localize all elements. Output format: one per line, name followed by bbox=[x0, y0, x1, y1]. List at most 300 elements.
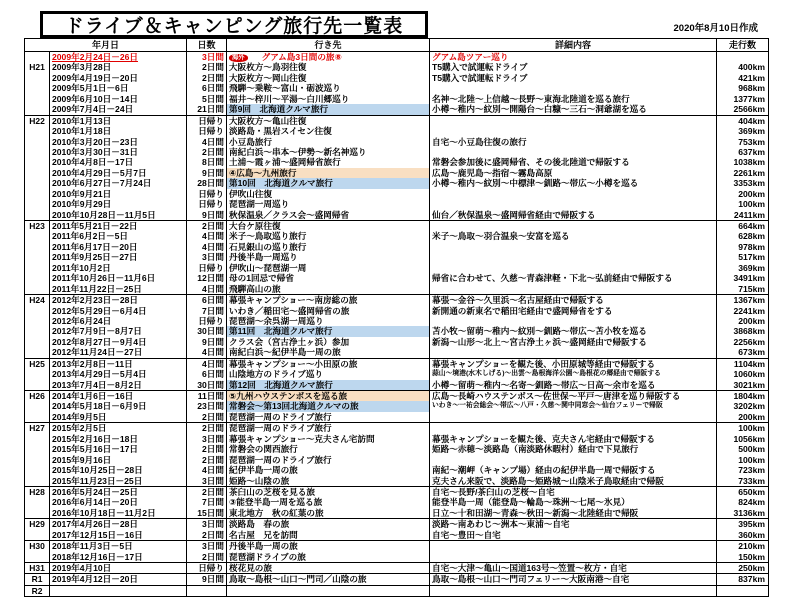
destination-cell: 大台ケ原往復 bbox=[227, 221, 430, 231]
destination-cell: 第10回 北海道クルマ旅行 bbox=[227, 178, 430, 188]
date-cell: 2011年10月2日 bbox=[50, 263, 187, 273]
column-header-date: 年月日 bbox=[25, 39, 187, 51]
days-cell: 日帰り bbox=[187, 263, 227, 273]
destination-cell: 幕張キャンプショー～小田原の旅 bbox=[227, 359, 430, 369]
table-row bbox=[50, 263, 768, 273]
destination-cell: 秋保温泉／クラス会～盛岡帰省 bbox=[227, 210, 430, 220]
days-cell: 4日間 bbox=[187, 465, 227, 475]
destination-cell: 東北地方 秋の紅葉の旅 bbox=[227, 508, 430, 518]
table-row bbox=[50, 476, 768, 486]
distance-cell: 404km bbox=[738, 115, 765, 126]
date-cell: 2018年11月3日－5日 bbox=[50, 541, 187, 551]
date-cell: 2016年5月24日－25日 bbox=[50, 487, 187, 497]
date-cell: 2009年2月24日－26日 bbox=[50, 52, 187, 62]
details-cell bbox=[430, 126, 717, 136]
era-group-rows bbox=[50, 586, 768, 596]
days-cell: 11日間 bbox=[187, 391, 227, 401]
date-cell: 2015年9月16日 bbox=[50, 455, 187, 465]
details-cell bbox=[430, 347, 717, 357]
era-label: H31 bbox=[25, 563, 50, 573]
destination-cell: 伊吹山往復 bbox=[227, 189, 430, 199]
details-cell: 広島～鹿児島～指宿～霧島高原 bbox=[430, 168, 717, 178]
destination-cell: クラス会（宮古浄土ヶ浜）参加 bbox=[227, 337, 430, 347]
distance-cell: 715km bbox=[738, 283, 765, 294]
destination-cell: 山陰地方のドライブ巡り bbox=[227, 369, 430, 379]
table-row bbox=[50, 221, 768, 231]
date-cell: 2011年6月17日－20日 bbox=[50, 242, 187, 252]
table-row bbox=[50, 178, 768, 188]
era-group bbox=[25, 486, 768, 518]
days-cell: 9日間 bbox=[187, 210, 227, 220]
days-cell: 3日間 bbox=[187, 541, 227, 551]
era-group bbox=[25, 422, 768, 486]
era-group-rows bbox=[50, 487, 768, 518]
table-row bbox=[50, 73, 768, 83]
destination-cell: 大阪枚方～鳥羽往復 bbox=[227, 62, 430, 72]
days-cell: 3日間 bbox=[187, 252, 227, 262]
destination-cell: 紀伊半島一周の旅 bbox=[227, 465, 430, 475]
days-cell: 9日間 bbox=[187, 574, 227, 584]
details-cell bbox=[430, 242, 717, 252]
distance-cell: 400km bbox=[738, 62, 765, 73]
date-cell: 2011年10月26日－11月6日 bbox=[50, 273, 187, 283]
era-label: H28 bbox=[25, 487, 50, 518]
table-row bbox=[50, 574, 768, 584]
days-cell: 4日間 bbox=[187, 359, 227, 369]
era-group-rows bbox=[50, 519, 768, 540]
table-row bbox=[50, 137, 768, 147]
date-cell: 2012年6月24日 bbox=[50, 316, 187, 326]
era-group bbox=[25, 540, 768, 562]
distance-cell: 2261km bbox=[733, 167, 765, 178]
details-cell: 自宅～長野/茶臼山の芝桜～自宅 bbox=[430, 487, 717, 497]
distance-cell: 2411km bbox=[733, 209, 765, 220]
table-row bbox=[50, 189, 768, 199]
distance-cell: 210km bbox=[738, 541, 765, 552]
details-cell: 小樽～稚内～紋別～開陽台～白糠～三石～洞爺湖を巡る bbox=[430, 104, 717, 114]
distance-cell: 978km bbox=[738, 241, 765, 252]
destination-cell: 第9回 北海道クルマ旅行 bbox=[227, 104, 430, 114]
column-header-distance: 走行数 bbox=[728, 40, 756, 50]
destination-cell: 第12回 北海道クルマ旅行 bbox=[227, 380, 430, 390]
era-group bbox=[25, 585, 768, 596]
era-label: H30 bbox=[25, 541, 50, 562]
table-row bbox=[50, 306, 768, 316]
details-cell: 米子～鳥取～羽合温泉～安富を巡る bbox=[430, 231, 717, 241]
destination-cell: 大阪枚方～亀山往復 bbox=[227, 116, 430, 126]
distance-cell: 1038km bbox=[733, 157, 765, 168]
destination-cell: 常磐会～第13回北海道クルマの旅 bbox=[227, 401, 430, 411]
distance-cell: 2241km bbox=[733, 305, 765, 316]
destination-cell: 鳥取～島根～山口～門司／山陰の旅 bbox=[227, 574, 430, 584]
table-row bbox=[50, 497, 768, 507]
details-cell: 新開通の新東名で稲田宅経由で盛岡帰省をする bbox=[430, 306, 717, 316]
table-row bbox=[50, 487, 768, 497]
destination-cell: 土浦～霞ヶ浦～盛岡帰省旅行 bbox=[227, 157, 430, 167]
era-group-rows bbox=[50, 574, 768, 584]
distance-cell: 1377km bbox=[733, 93, 765, 104]
table-row bbox=[50, 126, 768, 136]
details-cell: 広島～長崎ハウステンボス～佐世保～平戸～唐津を巡り帰阪する bbox=[430, 391, 717, 401]
date-cell: 2012年7月9日－8月7日 bbox=[50, 326, 187, 336]
details-cell bbox=[430, 189, 717, 199]
distance-cell: 200km bbox=[738, 188, 765, 199]
date-cell: 2015年10月25日－28日 bbox=[50, 465, 187, 475]
details-cell bbox=[430, 252, 717, 262]
destination-cell: いわき／稲田宅～盛岡帰省の旅 bbox=[227, 306, 430, 316]
destination-cell: 丹後半島一周巡り bbox=[227, 252, 430, 262]
distance-cell: 723km bbox=[738, 465, 765, 476]
table-row bbox=[50, 380, 768, 390]
date-cell: 2009年7月4日－24日 bbox=[50, 104, 187, 114]
destination-cell: 姫路～山陰の旅 bbox=[227, 476, 430, 486]
date-cell: 2017年12月15日－16日 bbox=[50, 530, 187, 540]
distance-cell: 369km bbox=[738, 126, 765, 137]
days-cell: 3日間 bbox=[187, 52, 227, 62]
distance-cell: 673km bbox=[738, 347, 765, 358]
date-cell: 2010年9月21日 bbox=[50, 189, 187, 199]
table-row bbox=[50, 83, 768, 93]
date-cell: 2010年4月29日－5月7日 bbox=[50, 168, 187, 178]
date-cell: 2016年6月14日－20日 bbox=[50, 497, 187, 507]
details-cell: 小樽～留萌～稚内～名寄～釧路～帯広～日高～余市を巡る bbox=[430, 380, 717, 390]
days-cell: 6日間 bbox=[187, 295, 227, 305]
table-row bbox=[50, 563, 768, 573]
days-cell: 2日間 bbox=[187, 423, 227, 433]
destination-cell: 琵琶湖一周のドライブ旅行 bbox=[227, 423, 430, 433]
destination-cell: 飛騨高山の旅 bbox=[227, 284, 430, 294]
details-cell bbox=[430, 455, 717, 465]
destination-cell: 琵琶湖～余呉湖一周巡り bbox=[227, 316, 430, 326]
destination-cell: 石見銀山の巡り旅行 bbox=[227, 242, 430, 252]
destination-cell: 大阪枚方～岡山往復 bbox=[227, 73, 430, 83]
table-row bbox=[50, 412, 768, 422]
days-cell: 4日間 bbox=[187, 347, 227, 357]
table-row bbox=[50, 242, 768, 252]
era-label: R1 bbox=[25, 574, 50, 584]
destination-cell: 南紀白浜～串本～伊勢～新名神巡り bbox=[227, 147, 430, 157]
days-cell: 4日間 bbox=[187, 284, 227, 294]
distance-cell: 664km bbox=[738, 221, 765, 231]
distance-cell: 824km bbox=[738, 497, 765, 508]
days-cell: 4日間 bbox=[187, 137, 227, 147]
era-group-rows bbox=[50, 52, 768, 115]
details-cell: 克夫さん来阪で、淡路島～姫路城～山陰米子鳥取経由で帰阪 bbox=[430, 476, 717, 486]
table-row bbox=[50, 210, 768, 220]
table-row bbox=[50, 94, 768, 104]
destination-cell: 琵琶湖一周巡り bbox=[227, 199, 430, 209]
table-body bbox=[25, 52, 768, 596]
era-group bbox=[25, 52, 768, 115]
date-cell: 2009年4月19日－20日 bbox=[50, 73, 187, 83]
details-cell bbox=[430, 412, 717, 422]
details-cell: 自宅～大津～亀山～国道163号～笠置～枚方・自宅 bbox=[430, 563, 717, 573]
era-group bbox=[25, 518, 768, 540]
era-label: H29 bbox=[25, 519, 50, 540]
era-group bbox=[25, 573, 768, 584]
details-cell: いわき～一祐会総会～帯広～八戸・久慈～関中同窓会～仙台フェリーで帰阪 bbox=[430, 401, 717, 411]
era-group-rows bbox=[50, 391, 768, 422]
table-row bbox=[50, 347, 768, 357]
table-row bbox=[50, 508, 768, 518]
era-group bbox=[25, 562, 768, 573]
table-row bbox=[50, 326, 768, 336]
details-cell bbox=[430, 83, 717, 93]
column-header-days: 日数 bbox=[187, 39, 227, 51]
days-cell: 30日間 bbox=[187, 326, 227, 336]
days-cell: 2日間 bbox=[187, 552, 227, 562]
table-row bbox=[50, 586, 768, 596]
destination-cell: 南紀白浜～紀伊半島一周の旅 bbox=[227, 347, 430, 357]
days-cell: 23日間 bbox=[187, 401, 227, 411]
date-cell: 2015年11月23日－25日 bbox=[50, 476, 187, 486]
days-cell: 日帰り bbox=[187, 563, 227, 573]
days-cell: 30日間 bbox=[187, 380, 227, 390]
details-cell bbox=[430, 316, 717, 326]
distance-cell: 3491km bbox=[733, 273, 765, 284]
table-row bbox=[50, 337, 768, 347]
distance-cell: 3202km bbox=[733, 401, 765, 412]
days-cell: 5日間 bbox=[187, 94, 227, 104]
era-label: H26 bbox=[25, 391, 50, 422]
date-cell: 2014年1月6日－16日 bbox=[50, 391, 187, 401]
days-cell: 日帰り bbox=[187, 189, 227, 199]
days-cell: 6日間 bbox=[187, 83, 227, 93]
table-row bbox=[50, 465, 768, 475]
date-cell bbox=[50, 586, 187, 596]
created-date: 2020年8月10日作成 bbox=[673, 23, 758, 34]
distance-cell: 2566km bbox=[733, 104, 765, 115]
era-group-rows bbox=[50, 295, 768, 358]
table-row bbox=[50, 168, 768, 178]
details-cell: T5購入で試運転ドライブ bbox=[430, 73, 717, 83]
distance-cell bbox=[717, 586, 768, 596]
details-cell: グアム島ツアー巡り bbox=[430, 52, 717, 62]
days-cell: 3日間 bbox=[187, 434, 227, 444]
destination-cell: 幕張キャンプショー～南房総の旅 bbox=[227, 295, 430, 305]
distance-cell: 395km bbox=[738, 519, 765, 530]
distance-cell: 837km bbox=[738, 574, 765, 585]
date-cell: 2012年8月27日－9月4日 bbox=[50, 337, 187, 347]
date-cell: 2012年11月24日－27日 bbox=[50, 347, 187, 357]
days-cell: 2日間 bbox=[187, 221, 227, 231]
destination-cell: 海外 グアム島3日間の旅⑧ bbox=[227, 52, 430, 62]
date-cell: 2009年6月10日－14日 bbox=[50, 94, 187, 104]
days-cell: 3日間 bbox=[187, 519, 227, 529]
table-row bbox=[50, 444, 768, 454]
details-cell bbox=[430, 423, 717, 433]
destination-cell: 幕張キャンプショー～克夫さん宅訪問 bbox=[227, 434, 430, 444]
date-cell: 2019年4月12日－20日 bbox=[50, 574, 187, 584]
date-cell: 2015年2月5日 bbox=[50, 423, 187, 433]
details-cell: 蒜山～境港(水木しげる)～出雲～島根海洋公園～島根花の郷経由で帰阪する bbox=[430, 369, 717, 379]
table-row bbox=[50, 295, 768, 305]
days-cell: 7日間 bbox=[187, 306, 227, 316]
table-row bbox=[50, 423, 768, 433]
details-cell: 日立～十和田湖～青森～秋田～新潟～北陸経由で帰阪 bbox=[430, 508, 717, 518]
date-cell: 2016年10月18日－11月2日 bbox=[50, 508, 187, 518]
table-row bbox=[50, 369, 768, 379]
distance-cell: 150km bbox=[738, 551, 765, 562]
days-cell: 9日間 bbox=[187, 168, 227, 178]
table-row bbox=[50, 116, 768, 126]
distance-cell: 3136km bbox=[733, 507, 765, 518]
date-cell: 2014年5月18日－6月9日 bbox=[50, 401, 187, 411]
column-header-destination: 行き先 bbox=[227, 39, 430, 51]
details-cell: 自宅～小豆島往復の旅行 bbox=[430, 137, 717, 147]
date-cell: 2019年4月10日 bbox=[50, 563, 187, 573]
details-cell: 幕張キャンプショーを観た後、克夫さん宅経由で帰阪する bbox=[430, 434, 717, 444]
details-cell: 姫路～赤穂～淡路島（南淡路休暇村）経由で下見旅行 bbox=[430, 444, 717, 454]
distance-cell: 369km bbox=[738, 262, 765, 273]
destination-cell: 常磐会の関西旅行 bbox=[227, 444, 430, 454]
destination-cell: ⑤九州ハウステンボスを巡る旅 bbox=[227, 391, 430, 401]
destination-cell: 琵琶湖一周のドライブ旅行 bbox=[227, 455, 430, 465]
table-row bbox=[50, 273, 768, 283]
days-cell: 2日間 bbox=[187, 444, 227, 454]
table-row bbox=[50, 52, 768, 62]
travel-table bbox=[24, 38, 769, 597]
details-cell bbox=[430, 552, 717, 562]
details-cell bbox=[430, 284, 717, 294]
era-group bbox=[25, 220, 768, 294]
details-cell: 新潟～山形～北上～宮古浄土ヶ浜～盛岡経由で帰阪する bbox=[430, 337, 717, 347]
destination-cell bbox=[227, 586, 430, 596]
table-row bbox=[50, 401, 768, 411]
date-cell: 2010年9月29日 bbox=[50, 199, 187, 209]
details-cell: 苫小牧～留萌～稚内～紋別～釧路～帯広～苫小牧を巡る bbox=[430, 326, 717, 336]
distance-cell: 628km bbox=[738, 231, 765, 242]
destination-cell: 伊吹山～琵琶湖一周 bbox=[227, 263, 430, 273]
table-row bbox=[50, 104, 768, 114]
days-cell: 6日間 bbox=[187, 369, 227, 379]
era-group bbox=[25, 115, 768, 220]
date-cell: 2013年4月29日－5月4日 bbox=[50, 369, 187, 379]
era-group-rows bbox=[50, 221, 768, 294]
table-row bbox=[50, 434, 768, 444]
table-row bbox=[50, 519, 768, 529]
days-cell: 日帰り bbox=[187, 126, 227, 136]
days-cell: 4日間 bbox=[187, 231, 227, 241]
distance-cell: 968km bbox=[738, 83, 765, 94]
details-cell bbox=[430, 221, 717, 231]
details-cell: 幕張～金谷～久里浜～名古屋経由で帰阪する bbox=[430, 295, 717, 305]
era-label: H22 bbox=[25, 116, 50, 220]
details-cell bbox=[430, 199, 717, 209]
destination-cell: 小豆島旅行 bbox=[227, 137, 430, 147]
distance-cell: 100km bbox=[738, 454, 765, 465]
days-cell bbox=[187, 586, 227, 596]
details-cell bbox=[430, 147, 717, 157]
days-cell: 2日間 bbox=[187, 73, 227, 83]
destination-cell: 福井～梓川～平湯～白川郷巡り bbox=[227, 94, 430, 104]
table-row bbox=[50, 62, 768, 72]
date-cell: 2012年5月29日－6月4日 bbox=[50, 306, 187, 316]
destination-cell: 第11回 北海道クルマ旅行 bbox=[227, 326, 430, 336]
destination-cell: 琵琶湖ドライブの旅 bbox=[227, 552, 430, 562]
days-cell: 4日間 bbox=[187, 242, 227, 252]
era-label: R2 bbox=[25, 586, 50, 596]
distance-cell: 650km bbox=[738, 486, 765, 497]
column-header-details: 詳細内容 bbox=[430, 39, 717, 51]
era-group-rows bbox=[50, 116, 768, 220]
distance-cell: 3353km bbox=[733, 178, 765, 189]
date-cell: 2017年4月26日－28日 bbox=[50, 519, 187, 529]
days-cell: 21日間 bbox=[187, 104, 227, 114]
distance-cell: 3021km bbox=[733, 379, 765, 390]
distance-cell: 637km bbox=[738, 146, 765, 157]
distance-cell: 200km bbox=[738, 411, 765, 422]
details-cell bbox=[430, 263, 717, 273]
date-cell: 2010年10月28日－11月5日 bbox=[50, 210, 187, 220]
destination-cell: 名古屋 兄を訪問 bbox=[227, 530, 430, 540]
destination-cell: 淡路島 春の旅 bbox=[227, 519, 430, 529]
distance-cell bbox=[717, 52, 768, 62]
table-row bbox=[50, 157, 768, 167]
distance-cell: 100km bbox=[738, 423, 765, 434]
details-cell: 能登半島一周（能登島～輪島～珠洲～七尾～氷見） bbox=[430, 497, 717, 507]
table-row bbox=[50, 530, 768, 540]
overseas-stamp: 海外 bbox=[229, 54, 248, 62]
date-cell: 2010年4月8日－17日 bbox=[50, 157, 187, 167]
date-cell: 2010年3月30日－31日 bbox=[50, 147, 187, 157]
days-cell: 2日間 bbox=[187, 455, 227, 465]
date-cell: 2013年7月4日－8月2日 bbox=[50, 380, 187, 390]
table-row bbox=[50, 199, 768, 209]
date-cell: 2018年12月16日－17日 bbox=[50, 552, 187, 562]
destination-cell: 母の1回忌で帰省 bbox=[227, 273, 430, 283]
date-cell: 2012年2月23日－28日 bbox=[50, 295, 187, 305]
days-cell: 2日間 bbox=[187, 487, 227, 497]
destination-cell: 丹後半島一周の旅 bbox=[227, 541, 430, 551]
days-cell: 日帰り bbox=[187, 316, 227, 326]
details-cell: 淡路～南あわじ～洲本～東浦～自宅 bbox=[430, 519, 717, 529]
era-group bbox=[25, 294, 768, 358]
distance-cell: 1060km bbox=[733, 369, 765, 380]
distance-cell: 1104km bbox=[733, 358, 765, 369]
details-cell: 小樽～稚内～紋別～中標津～釧路～帯広～小樽を巡る bbox=[430, 178, 717, 188]
days-cell: 8日間 bbox=[187, 157, 227, 167]
era-group-rows bbox=[50, 423, 768, 486]
distance-cell: 1804km bbox=[733, 391, 765, 401]
days-cell: 日帰り bbox=[187, 116, 227, 126]
date-cell: 2009年3月28日 bbox=[50, 62, 187, 72]
distance-cell: 1056km bbox=[733, 433, 765, 444]
distance-cell: 421km bbox=[738, 72, 765, 83]
era-label: H25 bbox=[25, 359, 50, 390]
date-cell: 2010年3月20日－23日 bbox=[50, 137, 187, 147]
days-cell: 15日間 bbox=[187, 508, 227, 518]
details-cell: 仙台／秋保温泉～盛岡帰省経由で帰阪する bbox=[430, 210, 717, 220]
details-cell bbox=[430, 541, 717, 551]
details-cell: 帰省に合わせて、久慈～青森津軽・下北～弘前経由で帰阪する bbox=[430, 273, 717, 283]
details-cell bbox=[430, 586, 717, 596]
distance-cell: 1367km bbox=[733, 295, 765, 306]
era-group bbox=[25, 390, 768, 422]
details-cell: T5購入で試運転ドライブ bbox=[430, 62, 717, 72]
days-cell: 2日間 bbox=[187, 147, 227, 157]
days-cell: 日帰り bbox=[187, 199, 227, 209]
details-cell: 鳥取～島根～山口～門司フェリー～大阪南港～自宅 bbox=[430, 574, 717, 584]
table-row bbox=[50, 391, 768, 401]
date-cell: 2010年1月18日 bbox=[50, 126, 187, 136]
distance-cell: 500km bbox=[738, 444, 765, 455]
table-row bbox=[50, 147, 768, 157]
details-cell: 常磐会参加後に盛岡帰省、その後北陸道で帰阪する bbox=[430, 157, 717, 167]
date-cell: 2015年5月16日－17日 bbox=[50, 444, 187, 454]
table-row bbox=[50, 252, 768, 262]
destination-cell: 茶臼山の芝桜を見る旅 bbox=[227, 487, 430, 497]
